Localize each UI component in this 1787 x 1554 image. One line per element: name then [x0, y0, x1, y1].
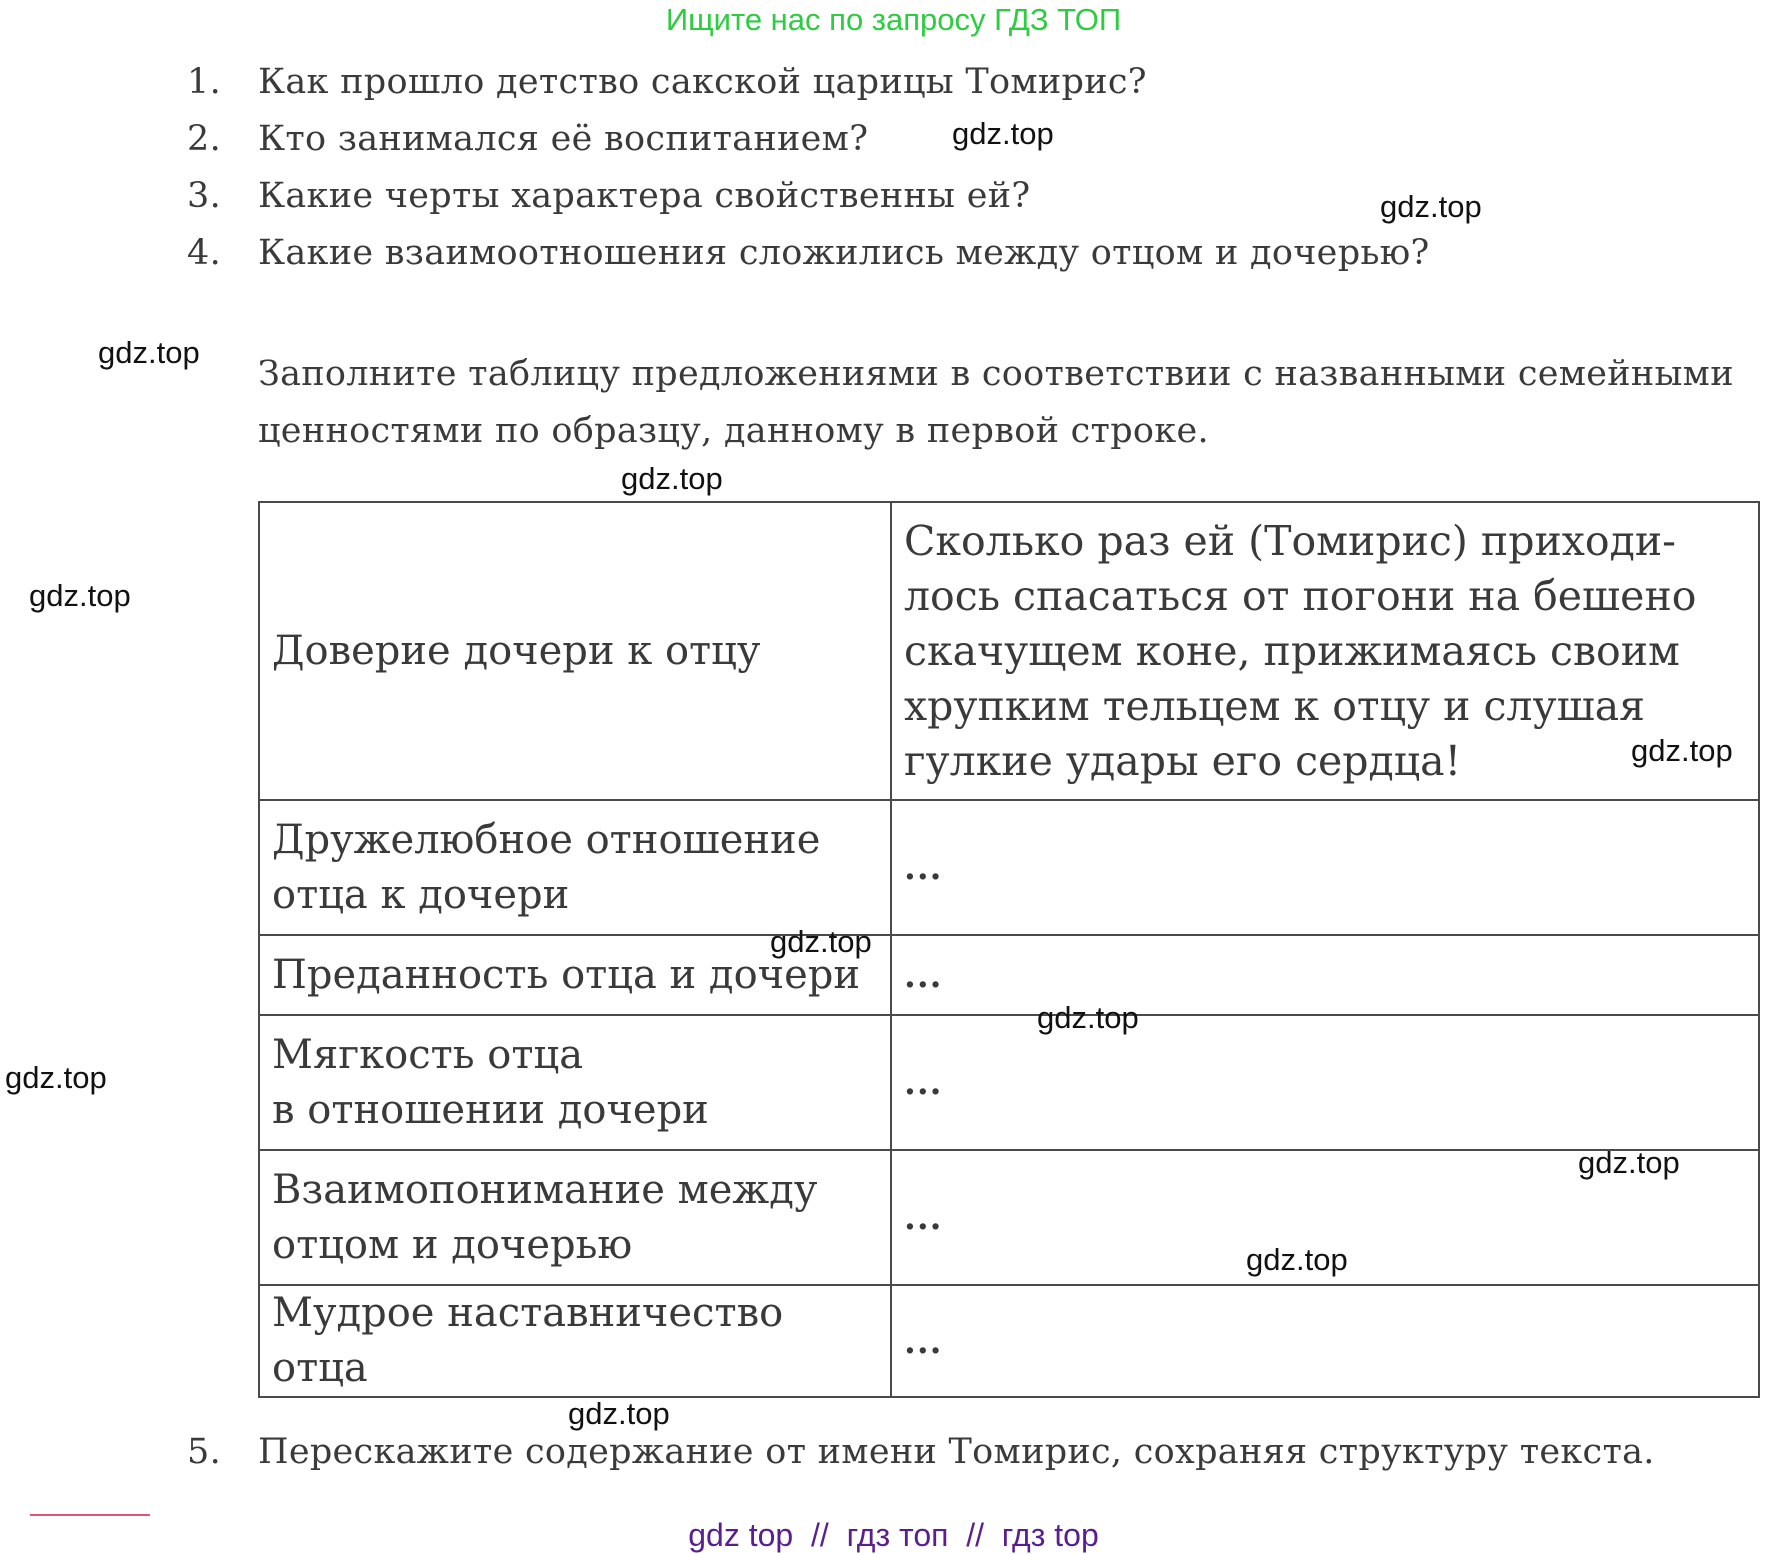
- question-number: 1.: [187, 62, 221, 102]
- example-cell: [891, 935, 1759, 1015]
- watermark: gdz.top: [1380, 189, 1482, 224]
- footer-links: gdz top // гдз топ // гдз top: [688, 1517, 1099, 1553]
- example-cell: [891, 502, 1759, 800]
- question-text: Какие черты характера свойственны ей?: [258, 176, 1031, 216]
- watermark: gdz.top: [1037, 1000, 1139, 1035]
- watermark: gdz.top: [952, 116, 1054, 151]
- watermark: gdz.top: [621, 461, 723, 496]
- value-text: Мудрое наставничество отца: [272, 1290, 784, 1391]
- top-banner: Ищите нас по запросу ГДЗ ТОП: [665, 2, 1122, 37]
- watermark: gdz.top: [1631, 733, 1733, 768]
- question-text: Перескажите содержание от имени Томирис, сохраняя структуру текста.: [258, 1432, 1655, 1472]
- value-text: Мягкость отца в отношении дочери: [272, 1031, 709, 1133]
- question-number: 3.: [187, 176, 221, 216]
- value-text: Дружелюбное отношение отца к дочери: [272, 816, 821, 918]
- table-row: [259, 1285, 1759, 1397]
- value-cell: [259, 800, 891, 935]
- example-placeholder: ...: [904, 955, 943, 996]
- example-placeholder: ...: [904, 1321, 943, 1362]
- watermark: gdz.top: [568, 1396, 670, 1431]
- watermark: gdz.top: [1578, 1145, 1680, 1180]
- watermark: gdz.top: [1246, 1242, 1348, 1277]
- value-cell: [259, 502, 891, 800]
- question-text: Как прошло детство сакской царицы Томирис?: [258, 62, 1147, 102]
- example-text: Сколько раз ей (Томирис) приходи- лось спасаться от погони на бешено скачущем коне, прижимаясь своим хрупким тельцем к отцу и слушая гулкие удары его сердца!: [904, 516, 1697, 785]
- example-placeholder: ...: [904, 1198, 943, 1238]
- table-row: [259, 502, 1759, 800]
- watermark: gdz.top: [5, 1060, 107, 1095]
- example-cell: [891, 800, 1759, 935]
- watermark: gdz.top: [770, 924, 872, 959]
- value-text: Преданность отца и дочери: [272, 951, 861, 998]
- value-cell: [259, 1150, 891, 1285]
- table-row: [259, 935, 1759, 1015]
- question-text: Какие взаимоотношения сложились между отцом и дочерью?: [258, 233, 1430, 273]
- value-text: Взаимопонимание между отцом и дочерью: [272, 1166, 818, 1268]
- table-row: [259, 1015, 1759, 1150]
- watermark: gdz.top: [29, 578, 131, 613]
- question-number: 5.: [187, 1432, 221, 1472]
- watermark: gdz.top: [98, 335, 200, 370]
- example-cell: [891, 1015, 1759, 1150]
- table-row: [259, 800, 1759, 935]
- value-cell: [259, 1015, 891, 1150]
- family-values-table: [258, 501, 1760, 1398]
- example-cell: [891, 1285, 1759, 1397]
- question-text: Кто занимался её воспитанием?: [258, 119, 869, 159]
- value-text: Доверие дочери к отцу: [272, 627, 761, 674]
- question-number: 4.: [187, 233, 221, 273]
- question-number: 2.: [187, 119, 221, 159]
- task-instruction: Заполните таблицу предложениями в соответствии с названными семейными ценностями по образцу, данному в первой строке.: [258, 354, 1734, 451]
- value-cell: [259, 1285, 891, 1397]
- decorative-line: [30, 1514, 150, 1516]
- table-row: [259, 1150, 1759, 1285]
- example-placeholder: ...: [904, 848, 943, 888]
- example-placeholder: ...: [904, 1063, 943, 1103]
